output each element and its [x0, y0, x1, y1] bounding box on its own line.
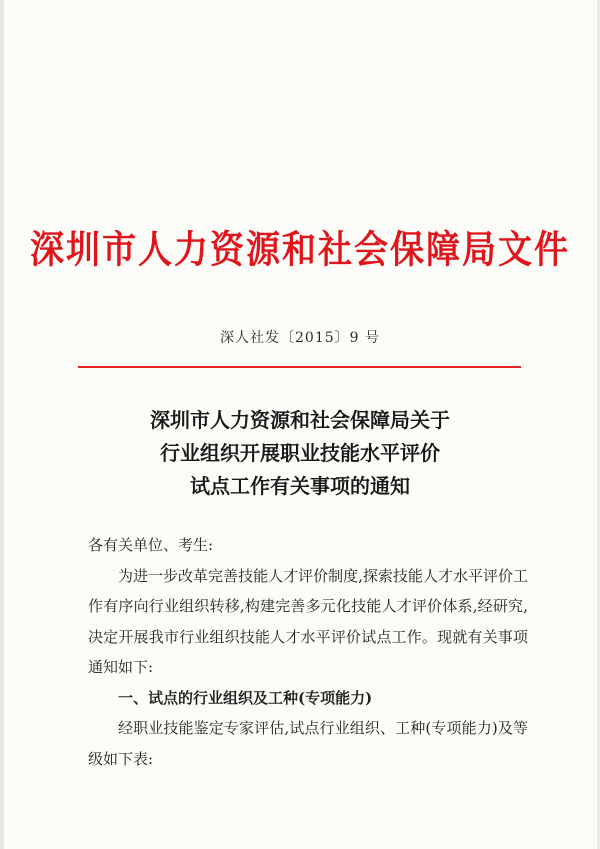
salutation: 各有关单位、考生: [88, 536, 214, 554]
document-number: 深人社发〔2015〕9 号 [220, 330, 380, 346]
notice-title-line-1: 深圳市人力资源和社会保障局关于 [150, 408, 450, 432]
notice-title-line-3: 试点工作有关事项的通知 [190, 474, 410, 498]
section-1-heading: 一、试点的行业组织及工种(专项能力) [118, 688, 373, 707]
red-divider-line [78, 366, 521, 368]
intro-paragraph: 为进一步改革完善技能人才评价制度,探索技能人才水平评价工作有序向行业组织转移,构建完善多元化技能人才评价体系,经研究,决定开展我市行业组织技能人才水平评价试点工作。现就有关事项通知如下: [88, 566, 528, 676]
issuer-header-title: 深圳市人力资源和社会保障局文件 [30, 228, 570, 273]
section-1-paragraph: 经职业技能鉴定专家评估,试点行业组织、工种(专项能力)及等级如下表: [88, 719, 528, 768]
notice-title-line-2: 行业组织开展职业技能水平评价 [160, 441, 440, 465]
notice-body [88, 530, 528, 774]
notice-title [0, 404, 600, 503]
